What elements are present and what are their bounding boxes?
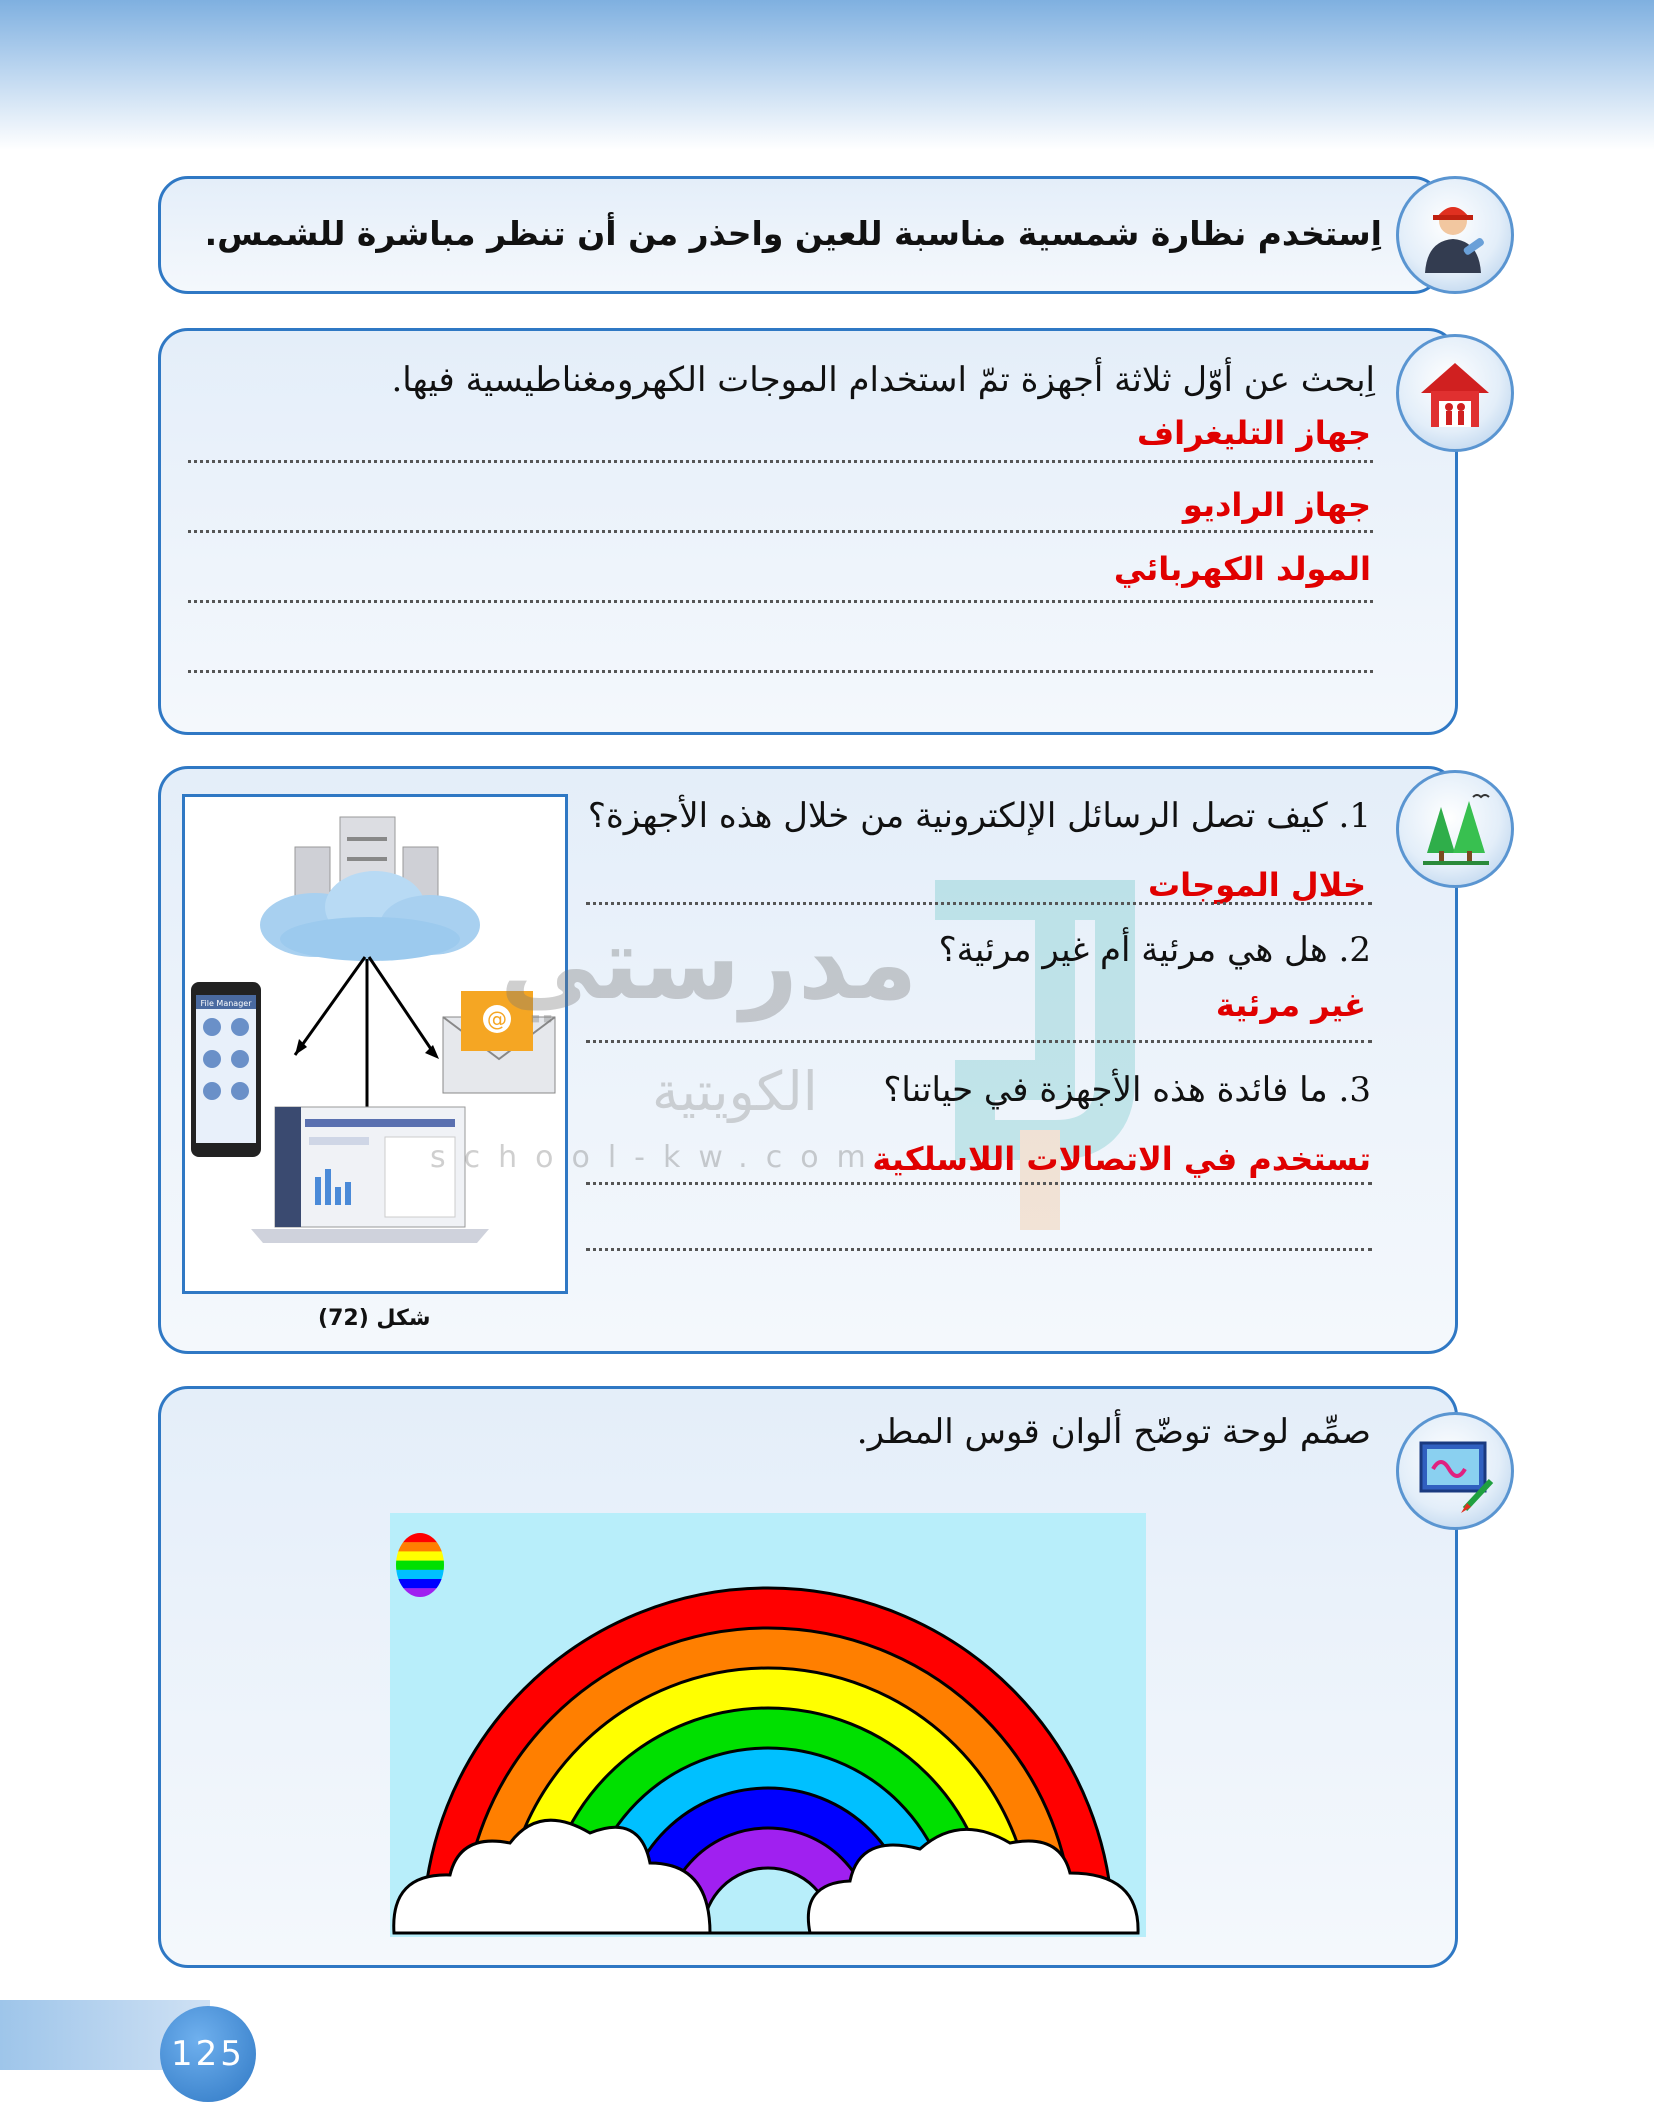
answer-3: تستخدم في الاتصالات اللاسلكية [872,1140,1371,1178]
safety-text: اِستخدم نظارة شمسية مناسبة للعين واحذر من أن تنظر مباشرة للشمس. [204,214,1382,253]
rainbow-drawing [390,1513,1146,1937]
phone-title: File Manager [200,999,252,1008]
question-3: 3. ما فائدة هذه الأجهزة في حياتنا؟ [883,1070,1371,1110]
top-gradient-band [0,0,1654,150]
network-diagram [185,797,565,1291]
watermark-name: مدرستي [500,905,918,1022]
figure-72 [182,794,568,1294]
answer-line-1 [188,460,1373,463]
home-icon [1396,334,1514,452]
design-task: صمِّم لوحة توضّح ألوان قوس المطر. [856,1412,1371,1452]
trees-icon [1396,770,1514,888]
research-answer-1: جهاز التليغراف [1136,414,1371,452]
svg-text:@: @ [487,1007,507,1031]
painting-icon [1396,1412,1514,1530]
question-1: 1. كيف تصل الرسائل الإلكترونية من خلال هذه الأجهزة؟ [587,796,1371,836]
figure-caption: شكل (72) [318,1306,431,1331]
answer-2: غير مرئية [1215,986,1366,1024]
watermark-sub: الكويتية [652,1060,818,1123]
extra-line [586,1248,1372,1251]
answer-line-3 [188,600,1373,603]
egg-stripe [394,1570,446,1579]
answer-line-2 [188,530,1373,533]
research-answer-2: جهاز الراديو [1182,486,1371,524]
page-number: 125 [160,2006,256,2102]
research-question: اِبحث عن أوّل ثلاثة أجهزة تمّ استخدام الموجات الكهرومغناطيسية فيها. [391,360,1375,400]
q2-line [586,1040,1372,1043]
q3-line [586,1182,1372,1185]
answer-line-4 [188,670,1373,673]
answer-1: خلال الموجات [1148,866,1366,904]
question-2: 2. هل هي مرئية أم غير مرئية؟ [938,930,1371,970]
q1-line [586,902,1372,905]
safety-icon [1396,176,1514,294]
watermark-url: school-kw.com [430,1140,884,1175]
research-answer-3: المولد الكهربائي [1113,550,1371,588]
egg-stripe [394,1551,446,1560]
egg-stripe [394,1561,446,1570]
